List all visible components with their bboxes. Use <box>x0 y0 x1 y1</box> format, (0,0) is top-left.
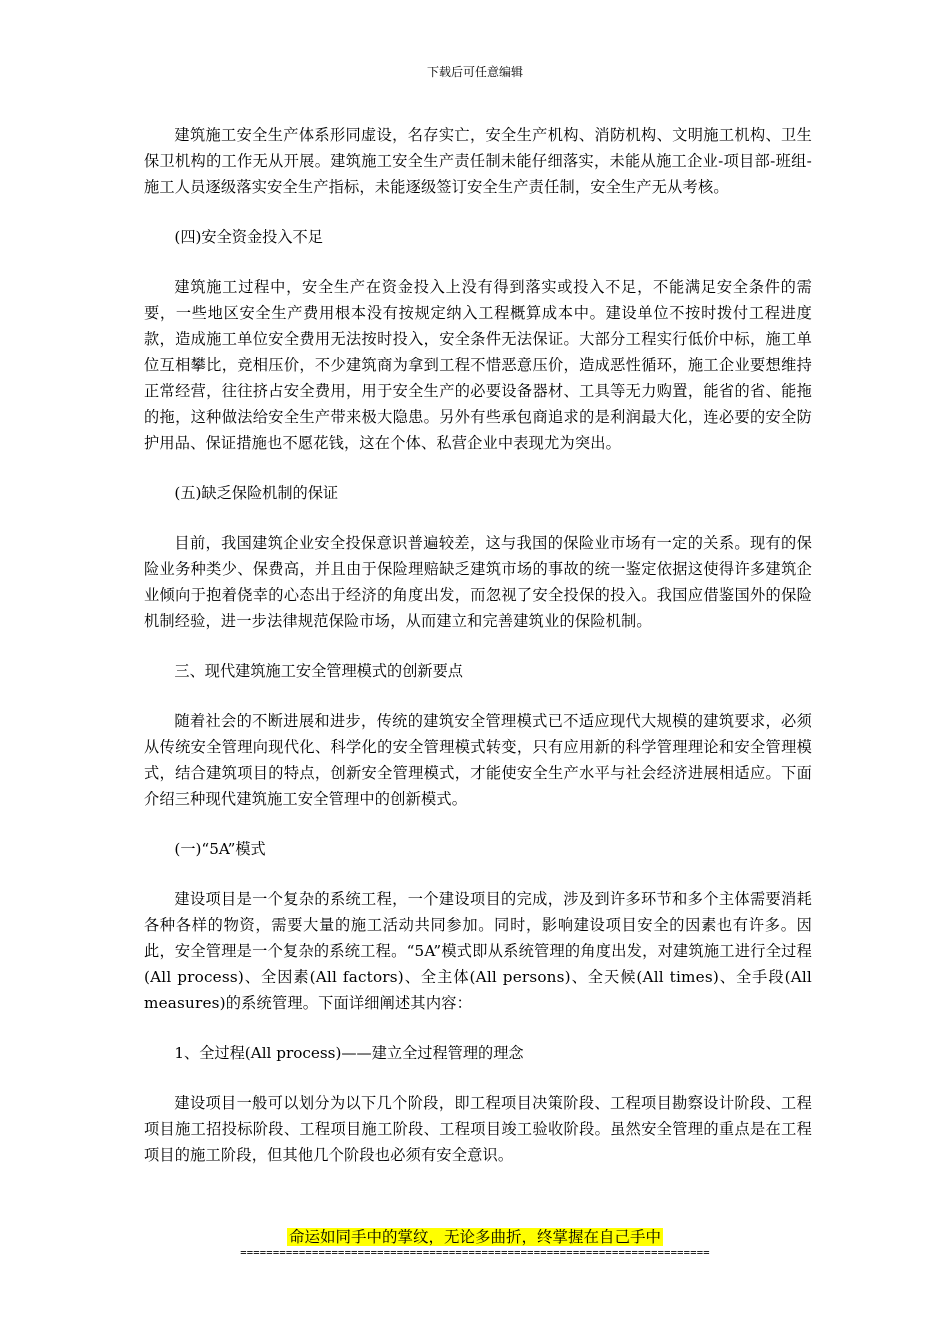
section-heading: 1、全过程(All process)——建立全过程管理的理念 <box>174 1044 524 1062</box>
paragraph: 建筑施工安全生产体系形同虚设，名存实亡，安全生产机构、消防机构、文明施工机构、卫生保卫机构的工作无从开展。建筑施工安全生产责任制未能仔细落实，未能从施工企业-项目部-班组-施工人员逐级落实安全生产指标，未能逐级签订安全生产责任制，安全生产无从考核。 <box>144 126 812 196</box>
document-body <box>144 122 812 1168</box>
footer-rule: ======================================================================== <box>240 1247 710 1259</box>
footer-motto <box>0 1226 950 1248</box>
section-heading: (一)“5A”模式 <box>174 840 266 858</box>
section-heading: 三、现代建筑施工安全管理模式的创新要点 <box>174 662 463 680</box>
paragraph: 建设项目一般可以划分为以下几个阶段，即工程项目决策阶段、工程项目勘察设计阶段、工程项目施工招投标阶段、工程项目施工阶段、工程项目竣工验收阶段。虽然安全管理的重点是在工程项目的施工阶段，但其他几个阶段也必须有安全意识。 <box>144 1094 812 1164</box>
page-header-note: 下载后可任意编辑 <box>426 65 523 79</box>
paragraph: 随着社会的不断进展和进步，传统的建筑安全管理模式已不适应现代大规模的建筑要求，必须从传统安全管理向现代化、科学化的安全管理模式转变，只有应用新的科学管理理论和安全管理模式，结合建筑项目的特点，创新安全管理模式，才能使安全生产水平与社会经济进展相适应。下面介绍三种现代建筑施工安全管理中的创新模式。 <box>144 712 812 808</box>
paragraph: 建设项目是一个复杂的系统工程，一个建设项目的完成，涉及到许多环节和多个主体需要消耗各种各样的物资，需要大量的施工活动共同参加。同时，影响建设项目安全的因素也有许多。因此，安全管理是一个复杂的系统工程。“5A”模式即从系统管理的角度出发，对建筑施工进行全过程(All process)、全因素(All factors)、全主体(All persons)、全天候(All times)、全手段(All measures)的系统管理。下面详细阐述其内容： <box>144 890 812 1012</box>
footer-motto-text: 命运如同手中的掌纹，无论多曲折，终掌握在自己手中 <box>288 1228 661 1246</box>
paragraph: 目前，我国建筑企业安全投保意识普遍较差，这与我国的保险业市场有一定的关系。现有的保险业务种类少、保费高，并且由于保险理赔缺乏建筑市场的事故的统一鉴定依据这使得许多建筑企业倾向于抱着侥幸的心态出于经济的角度出发，而忽视了安全投保的投入。我国应借鉴国外的保险机制经验，进一步法律规范保险市场，从而建立和完善建筑业的保险机制。 <box>144 534 812 630</box>
paragraph: 建筑施工过程中，安全生产在资金投入上没有得到落实或投入不足，不能满足安全条件的需要，一些地区安全生产费用根本没有按规定纳入工程概算成本中。建设单位不按时拨付工程进度款，造成施工单位安全费用无法按时投入，安全条件无法保证。大部分工程实行低价中标，施工单位互相攀比，竞相压价，不少建筑商为拿到工程不惜恶意压价，造成恶性循环，施工企业要想维持正常经营，往往挤占安全费用，用于安全生产的必要设备器材、工具等无力购置，能省的省、能拖的拖，这种做法给安全生产带来极大隐患。另外有些承包商追求的是利润最大化，连必要的安全防护用品、保证措施也不愿花钱，这在个体、私营企业中表现尤为突出。 <box>144 278 812 452</box>
section-heading: (四)安全资金投入不足 <box>174 228 323 246</box>
section-heading: (五)缺乏保险机制的保证 <box>174 484 339 502</box>
